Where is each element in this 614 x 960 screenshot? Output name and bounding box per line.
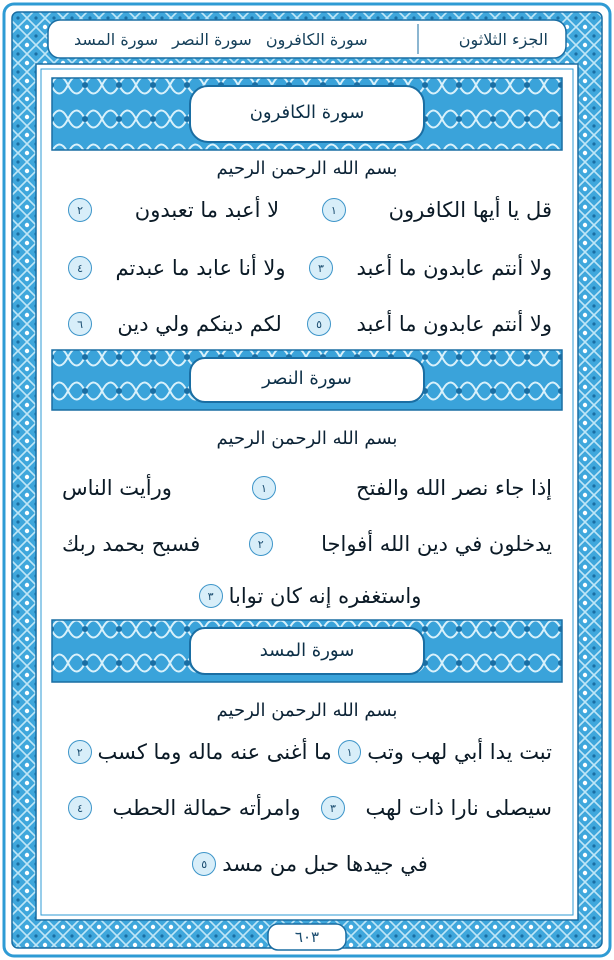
surah-name-1: سورة الكافرون (265, 29, 368, 49)
page-number: ٦٠٣ (294, 928, 320, 946)
juz-label: الجزء الثلاثون (458, 29, 548, 49)
verse-line (62, 476, 552, 500)
basmala: بسم الله الرحمن الرحيم (216, 158, 398, 179)
verse-text: فسبح بحمد ربك (62, 532, 201, 556)
ayah-number: ١ (322, 198, 346, 222)
verse-line (62, 584, 552, 608)
ayah-number: ٣ (199, 584, 223, 608)
surah-names (74, 30, 368, 49)
verse-text: وامرأته حمالة الحطب (112, 796, 301, 820)
verse-line (62, 852, 552, 876)
ayah-number: ٦ (68, 312, 92, 336)
surah-title-kafirun: سورة الكافرون (249, 102, 365, 123)
verse-text: إذا جاء نصر الله والفتح (356, 476, 552, 500)
verse-text: ولا أنتم عابدون ما أعبد (356, 312, 552, 336)
verse-text: واستغفره إنه كان توابا (228, 584, 422, 608)
verse-text: يدخلون في دين الله أفواجا (321, 532, 552, 556)
verse-line (62, 796, 552, 820)
verse-line (62, 256, 552, 280)
verse-text: لكم دينكم ولي دين (117, 312, 282, 336)
ayah-number: ٣ (309, 256, 333, 280)
ayah-number: ٥ (192, 852, 216, 876)
verse-line (62, 312, 552, 336)
verse-text: ورأيت الناس (62, 476, 172, 500)
verse-text: ما أغنى عنه ماله وما كسب (97, 740, 332, 764)
ayah-number: ٤ (68, 256, 92, 280)
verse-text: سيصلى نارا ذات لهب (365, 796, 552, 820)
verse-text: تبت يدا أبي لهب وتب (367, 740, 552, 764)
basmala: بسم الله الرحمن الرحيم (216, 428, 398, 449)
ayah-number: ٣ (321, 796, 345, 820)
verse-text: في جيدها حبل من مسد (222, 852, 428, 876)
verse-line (62, 532, 552, 556)
basmala: بسم الله الرحمن الرحيم (216, 700, 398, 721)
ayah-number: ٢ (68, 740, 92, 764)
verse-text: ولا أنا عابد ما عبدتم (115, 256, 286, 280)
ayah-number: ٢ (249, 532, 273, 556)
verse-text: لا أعبد ما تعبدون (134, 198, 280, 222)
ayah-number: ٢ (68, 198, 92, 222)
ayah-number: ٤ (68, 796, 92, 820)
verse-text: قل يا أيها الكافرون (388, 198, 552, 222)
surah-title-nasr: سورة النصر (262, 368, 352, 389)
surah-name-3: سورة المسد (74, 29, 159, 49)
surah-name-2: سورة النصر (172, 29, 252, 49)
ayah-number: ٥ (307, 312, 331, 336)
verse-line (62, 740, 552, 764)
verse-text: ولا أنتم عابدون ما أعبد (356, 256, 552, 280)
ayah-number: ١ (252, 476, 276, 500)
verse-line (62, 198, 552, 222)
surah-title-masad: سورة المسد (259, 640, 355, 661)
ayah-number: ١ (338, 740, 362, 764)
page-header (52, 20, 562, 58)
